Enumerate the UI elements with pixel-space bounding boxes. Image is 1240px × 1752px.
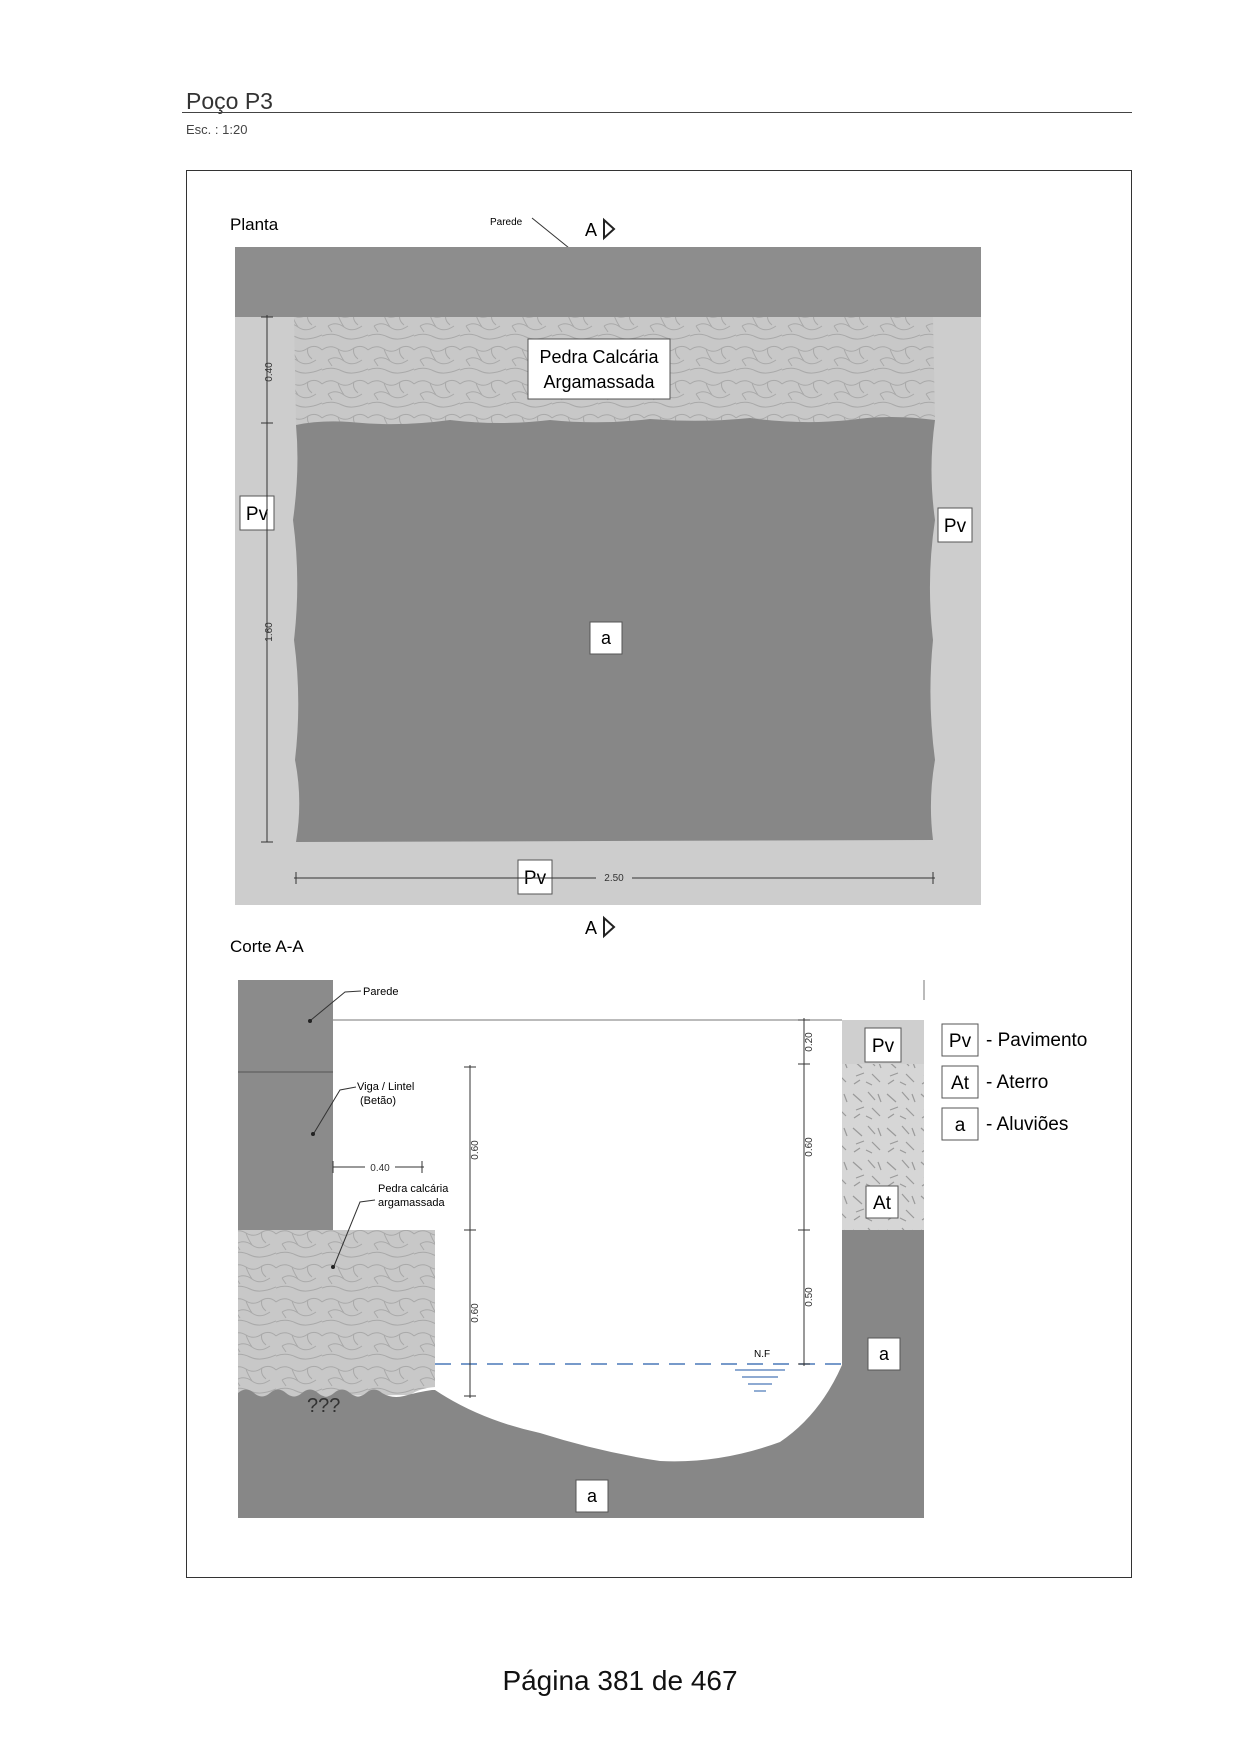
legend-item-aterro [942,1066,1048,1098]
section-beam-label-line2: (Betão) [360,1095,397,1107]
legend-tag: Pv [948,1031,972,1052]
plan-wall-label: Parede [490,217,523,228]
legend-item-pavimento [942,1024,1087,1056]
section-stone-leader-dot [331,1265,335,1269]
page-number: Página 381 de 467 [502,1665,738,1696]
section-dim-060-right: 0.60 [804,1137,815,1157]
section-a-tag-text: a [878,1344,890,1364]
section-arrow-bottom-icon [604,918,614,936]
legend-tag: a [954,1115,966,1136]
plan-a-tag-text: a [600,628,612,648]
section-wall-label: Parede [363,986,399,998]
legend-tag: At [951,1073,969,1094]
plan-dim-stone: 0.40 [264,362,275,382]
section-wall-beam [238,980,333,1230]
legend [942,1024,1087,1140]
section-stone-label-line2: argamassada [378,1197,445,1209]
plan-title: Planta [230,215,279,234]
plan-pv-tag-bottom-text: Pv [523,868,547,889]
plan-wall-leader [532,218,574,252]
water-level-icon [735,1370,785,1391]
plan-pv-tag-left-text: Pv [245,504,269,525]
section-beam-leader-dot [311,1132,315,1136]
section-dim-020: 0.20 [804,1032,815,1052]
legend-text: - Aluviões [986,1114,1069,1135]
section-stone-label-line1: Pedra calcária [378,1183,449,1195]
scale-note: Esc. : 1:20 [186,122,248,137]
section-stone-wall [238,1230,435,1397]
section-unknown-depth: ??? [307,1395,341,1417]
section-wall-leader-dot [308,1019,312,1023]
section-arrow-top-icon [604,220,614,238]
section-pv-tag-text: Pv [871,1036,895,1057]
section-dim-060-upper: 0.60 [470,1140,481,1160]
section-at-tag-text: At [873,1193,891,1214]
legend-item-aluvioes [942,1108,1068,1140]
section-title: Corte A-A [230,937,304,956]
plan-pv-tag-right-text: Pv [943,516,967,537]
plan-wall [235,247,981,317]
section-dim-040: 0.40 [370,1163,390,1174]
section-dim-060-lower: 0.60 [470,1303,481,1323]
legend-text: - Pavimento [986,1030,1088,1051]
section-a-bottom-tag-text: a [586,1486,598,1506]
section-water-level-label: N.F [754,1349,771,1360]
plan-stone-label-line1: Pedra Calcária [539,347,659,367]
plan-section-marker-top: A [585,220,598,240]
plan-dim-well: 1.60 [264,622,275,642]
section-dim-050: 0.50 [804,1287,815,1307]
plan-stone-label-line2: Argamassada [543,372,655,392]
plan-section-marker-bottom: A [585,918,598,938]
legend-text: - Aterro [986,1072,1049,1093]
document-title: Poço P3 [186,88,273,114]
plan-dim-width: 2.50 [604,873,624,884]
section-beam-label-line1: Viga / Lintel [357,1081,415,1093]
